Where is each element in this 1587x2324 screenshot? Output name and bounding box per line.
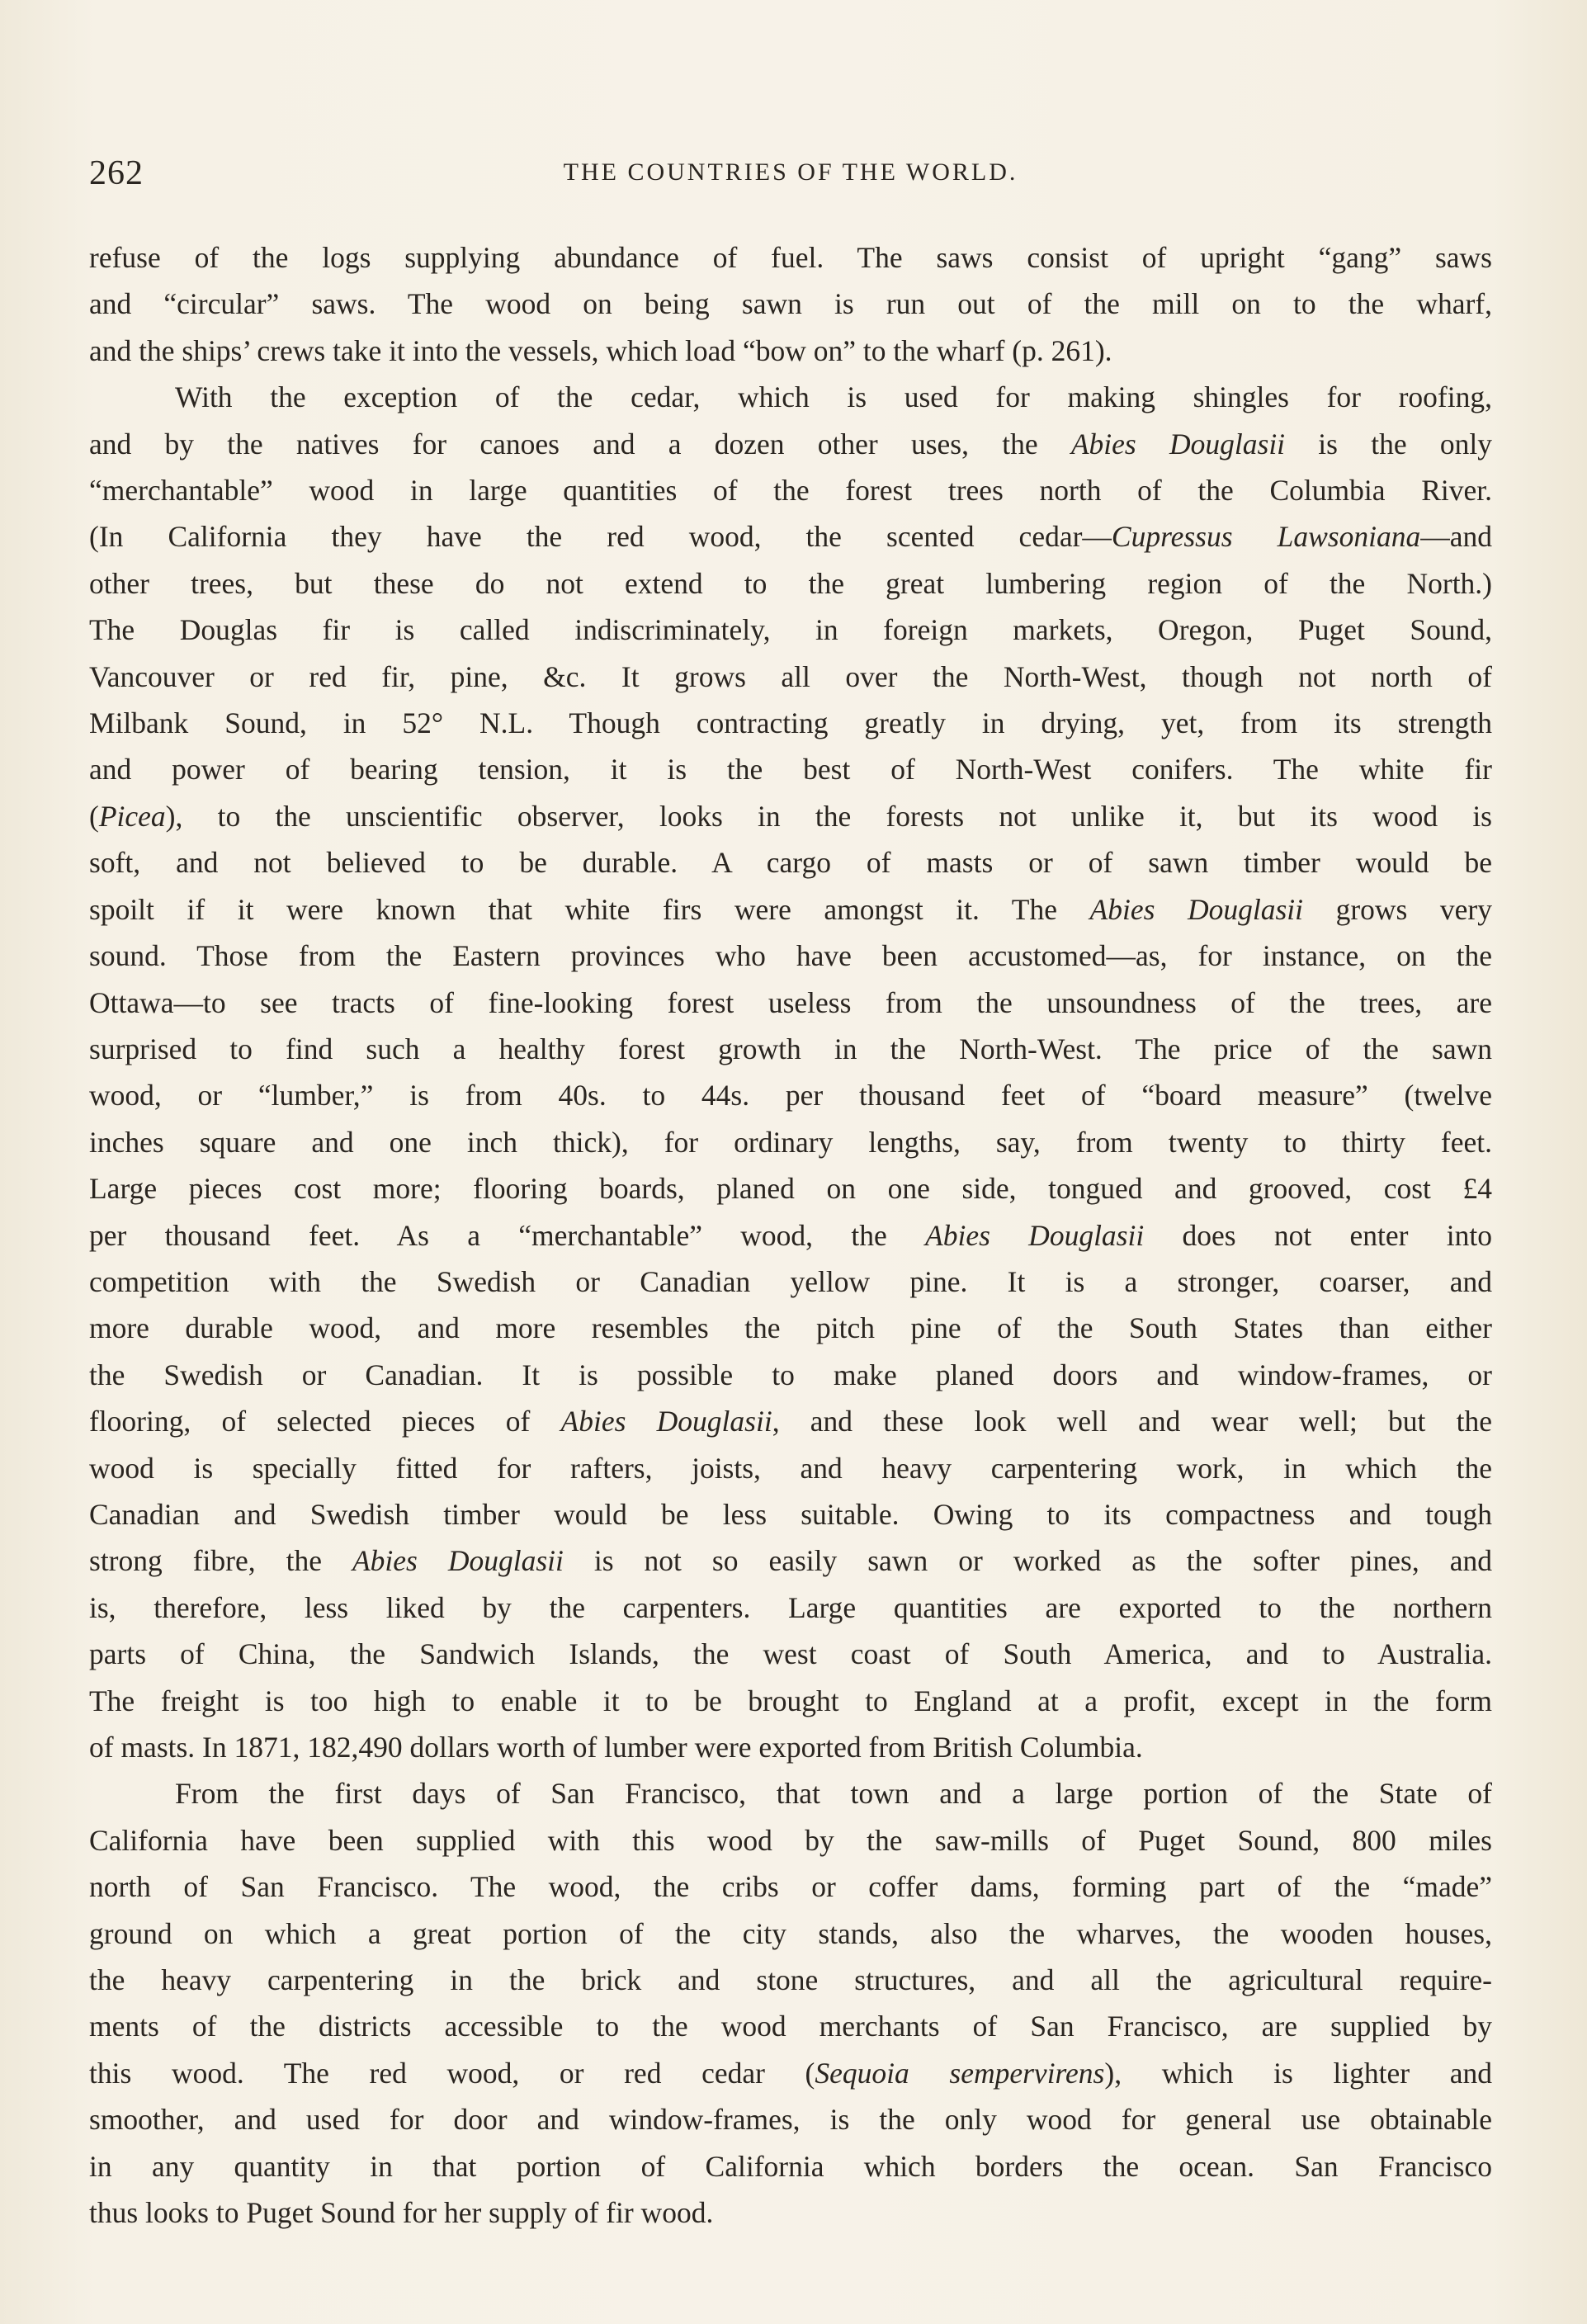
running-title: THE COUNTRIES OF THE WORLD. <box>563 158 1018 186</box>
text-line: Milbank Sound, in 52° N.L. Though contracting greatly in drying, yet, from its strength <box>89 706 1492 740</box>
running-head <box>89 154 1492 203</box>
text-line: inches square and one inch thick), for ordinary lengths, say, from twenty to thirty feet. <box>89 1125 1492 1159</box>
text-line: With the exception of the cedar, which is used for making shingles for roofing, <box>175 380 1492 414</box>
paragraph <box>89 1770 1492 2236</box>
paragraph <box>89 374 1492 1770</box>
paragraph <box>89 234 1492 374</box>
text-line: and “circular” saws. The wood on being sawn is run out of the mill on to the wharf, <box>89 287 1492 321</box>
text-line: Vancouver or red fir, pine, &c. It grows all over the North-West, though not north of <box>89 659 1492 693</box>
text-line: Canadian and Swedish timber would be less suitable. Owing to its compactness and tough <box>89 1497 1492 1531</box>
text-line: the Swedish or Canadian. It is possible to make planed doors and window-frames, or <box>89 1358 1492 1391</box>
text-line: Large pieces cost more; flooring boards, planed on one side, tongued and grooved, cost £4 <box>89 1172 1492 1206</box>
italic-species-name: Sequoia sempervirens <box>815 2056 1105 2090</box>
text-line: ground on which a great portion of the city stands, also the wharves, the wooden houses, <box>89 1916 1492 1950</box>
text-line: sound. Those from the Eastern provinces who have been accustomed—as, for instance, on the <box>89 939 1492 973</box>
text-line: (In California they have the red wood, the scented cedar—Cupressus Lawsoniana—and <box>89 520 1492 554</box>
text-line: and by the natives for canoes and a dozen other uses, the Abies Douglasii is the only <box>89 427 1492 461</box>
text-line: the heavy carpentering in the brick and stone structures, and all the agricultural require- <box>89 1963 1492 1997</box>
text-line: California have been supplied with this wood by the saw-mills of Puget Sound, 800 miles <box>89 1823 1492 1857</box>
text-line: From the first days of San Francisco, that town and a large portion of the State of <box>175 1777 1492 1811</box>
text-line: smoother, and used for door and window-frames, is the only wood for general use obtainable <box>89 2103 1492 2137</box>
text-line: wood is specially fitted for rafters, joists, and heavy carpentering work, in which the <box>89 1451 1492 1485</box>
text-line: The Douglas fir is called indiscriminately, in foreign markets, Oregon, Puget Sound, <box>89 613 1492 647</box>
page-number: 262 <box>89 154 144 192</box>
text-line: and power of bearing tension, it is the best of North-West conifers. The white fir <box>89 753 1492 786</box>
text-line: wood, or “lumber,” is from 40s. to 44s. per thousand feet of “board measure” (twelve <box>89 1079 1492 1112</box>
text-line: north of San Francisco. The wood, the cribs or coffer dams, forming part of the “made” <box>89 1870 1492 1904</box>
text-line: parts of China, the Sandwich Islands, the west coast of South America, and to Australia. <box>89 1637 1492 1671</box>
text-line: “merchantable” wood in large quantities of the forest trees north of the Columbia River. <box>89 474 1492 508</box>
text-line: (Picea), to the unscientific observer, looks in the forests not unlike it, but its wood is <box>89 799 1492 833</box>
text-line: Ottawa—to see tracts of fine-looking forest useless from the unsoundness of the trees, are <box>89 985 1492 1019</box>
body-text <box>89 234 1492 2236</box>
text-line: more durable wood, and more resembles the pitch pine of the South States than either <box>89 1311 1492 1345</box>
italic-species-name: Abies Douglasii <box>560 1405 772 1438</box>
italic-species-name: Abies Douglasii <box>1089 892 1304 926</box>
text-line: flooring, of selected pieces of Abies Douglasii, and these look well and wear well; but the <box>89 1405 1492 1438</box>
text-line: other trees, but these do not extend to the great lumbering region of the North.) <box>89 566 1492 600</box>
text-line: of masts. In 1871, 182,490 dollars worth of lumber were exported from British Columbia. <box>89 1731 1143 1764</box>
italic-species-name: Abies Douglasii <box>925 1218 1145 1252</box>
text-line: refuse of the logs supplying abundance of fuel. The saws consist of upright “gang” saws <box>89 241 1492 274</box>
text-line: this wood. The red wood, or red cedar (Sequoia sempervirens), which is lighter and <box>89 2056 1492 2090</box>
text-line: in any quantity in that portion of California which borders the ocean. San Francisco <box>89 2149 1492 2183</box>
italic-species-name: Cupressus Lawsoniana <box>1111 520 1421 554</box>
italic-species-name: Abies Douglasii <box>352 1544 564 1578</box>
text-line: surprised to find such a healthy forest growth in the North-West. The price of the sawn <box>89 1032 1492 1065</box>
text-line: ments of the districts accessible to the wood merchants of San Francisco, are supplied by <box>89 2010 1492 2043</box>
italic-species-name: Abies Douglasii <box>1070 427 1286 461</box>
text-line: competition with the Swedish or Canadian yellow pine. It is a stronger, coarser, and <box>89 1264 1492 1298</box>
text-line: spoilt if it were known that white firs were amongst it. The Abies Douglasii grows very <box>89 892 1492 926</box>
italic-species-name: Picea <box>98 799 166 833</box>
text-line: is, therefore, less liked by the carpenters. Large quantities are exported to the northern <box>89 1590 1492 1624</box>
text-line: The freight is too high to enable it to be brought to England at a profit, except in the form <box>89 1684 1492 1717</box>
text-line: thus looks to Puget Sound for her supply of fir wood. <box>89 2196 714 2230</box>
text-line: per thousand feet. As a “merchantable” wood, the Abies Douglasii does not enter into <box>89 1218 1492 1252</box>
text-line: strong fibre, the Abies Douglasii is not so easily sawn or worked as the softer pines, and <box>89 1544 1492 1578</box>
text-line: soft, and not believed to be durable. A cargo of masts or of sawn timber would be <box>89 846 1492 880</box>
text-line: and the ships’ crews take it into the vessels, which load “bow on” to the wharf (p. 261). <box>89 333 1112 367</box>
